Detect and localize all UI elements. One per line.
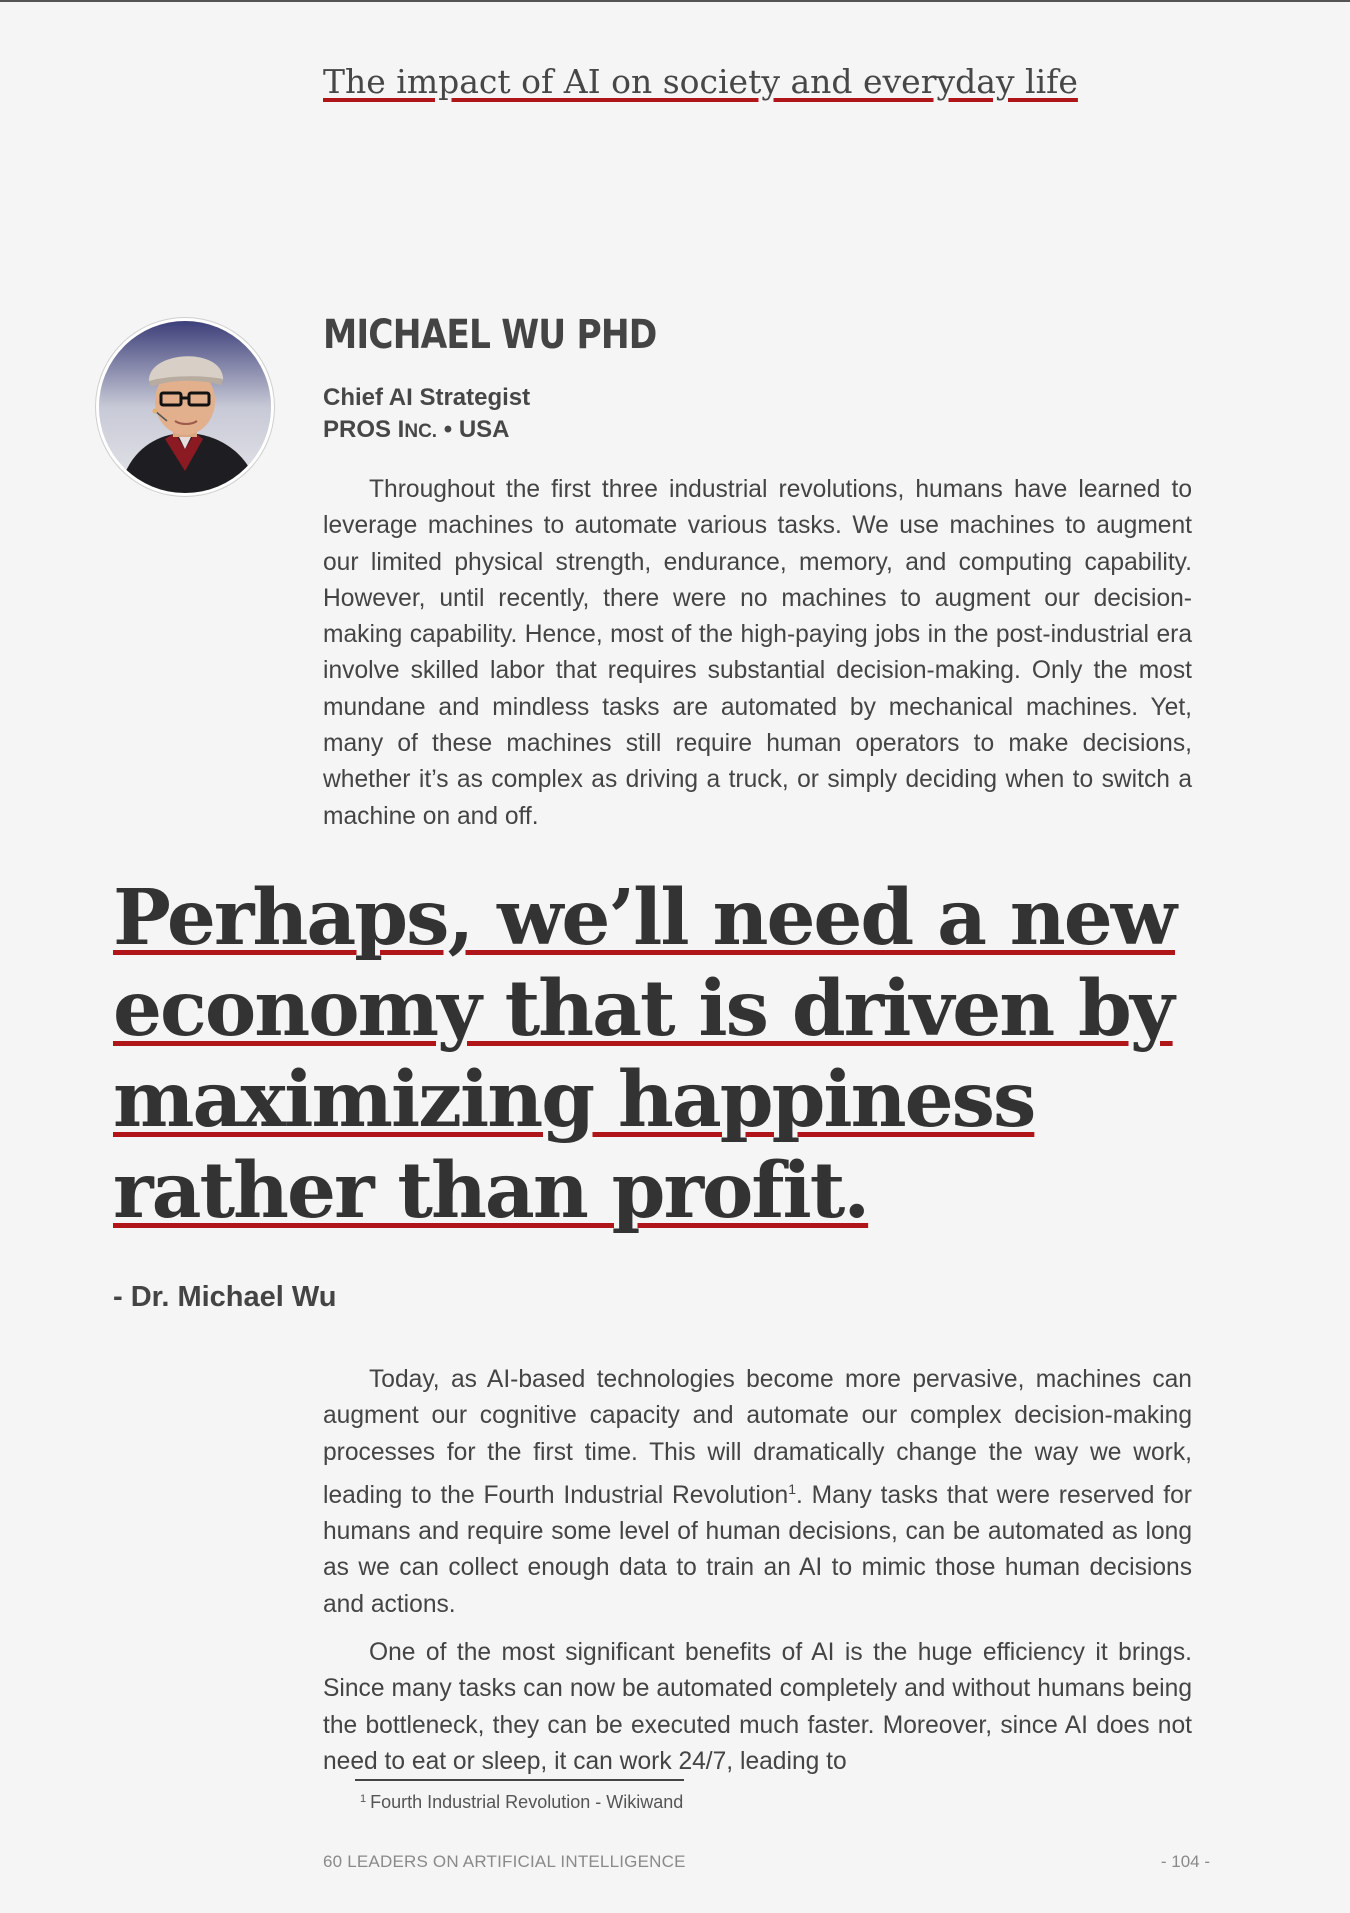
- org-country: • USA: [437, 416, 510, 443]
- pull-quote-attribution: - Dr. Michael Wu: [113, 1281, 337, 1313]
- pull-quote: Perhaps, we’ll need a new economy that is driven by maximizing happiness rather than profit.: [113, 873, 1176, 1236]
- footnote: [360, 1792, 683, 1813]
- top-border-line: [0, 0, 1350, 2]
- author-name: MICHAEL WU PHD: [323, 312, 657, 358]
- body-paragraph-3: One of the most significant benefits of AI is the huge efficiency it brings. Since many tasks can now be automated completely and without humans being the bottleneck, they can be executed much faster. Moreover, since AI does not need to eat or sleep, it can work 24/7, leading to: [323, 1639, 1192, 1775]
- section-title: The impact of AI on society and everyday life: [323, 62, 1078, 101]
- author-role: Chief AI Strategist: [323, 384, 531, 411]
- paragraph-2-text-a: Today, as AI-based technologies become more pervasive, machines can augment our cognitive capacity and automate our complex decision-making processes for the first time. This will dramatically change the way we work, leading to the Fourth Industrial Revolution: [323, 1366, 1192, 1509]
- body-paragraph-1: Throughout the first three industrial revolutions, humans have learned to leverage machines to automate various tasks. We use machines to augment our limited physical strength, endurance, memory, and computing capability. However, until recently, there were no machines to augment our decision-making capability. Hence, most of the high-paying jobs in the post-industrial era involve skilled labor that requires substantial decision-making. Only the most mundane and mindless tasks are automated by mechanical machines. Yet, many of these machines still require human operators to make decisions, whether it’s as complex as driving a truck, or simply deciding when to switch a machine on and off.: [323, 476, 1192, 830]
- footer-page-number: - 104 -: [1160, 1852, 1210, 1871]
- footnote-link[interactable]: Fourth Industrial Revolution - Wikiwand: [370, 1792, 684, 1812]
- body-paragraph-2: [323, 1362, 1192, 1623]
- footnote-number: 1: [360, 1793, 367, 1805]
- author-photo: [99, 321, 271, 493]
- footnote-divider: [355, 1779, 684, 1781]
- author-organization: [323, 416, 510, 444]
- paragraph-2-text-b: . Many tasks that were reserved for humans and require some level of human decisions, can be automated as long as we can collect enough data to train an AI to mimic those human decisions and actions.: [323, 1481, 1192, 1618]
- org-smallcaps: NC.: [404, 421, 438, 442]
- org-prefix: PROS I: [323, 416, 405, 443]
- author-photo-illustration: [99, 321, 271, 493]
- footer-book-title: 60 LEADERS ON ARTIFICIAL INTELLIGENCE: [323, 1852, 686, 1871]
- footnote-reference[interactable]: 1: [788, 1480, 796, 1497]
